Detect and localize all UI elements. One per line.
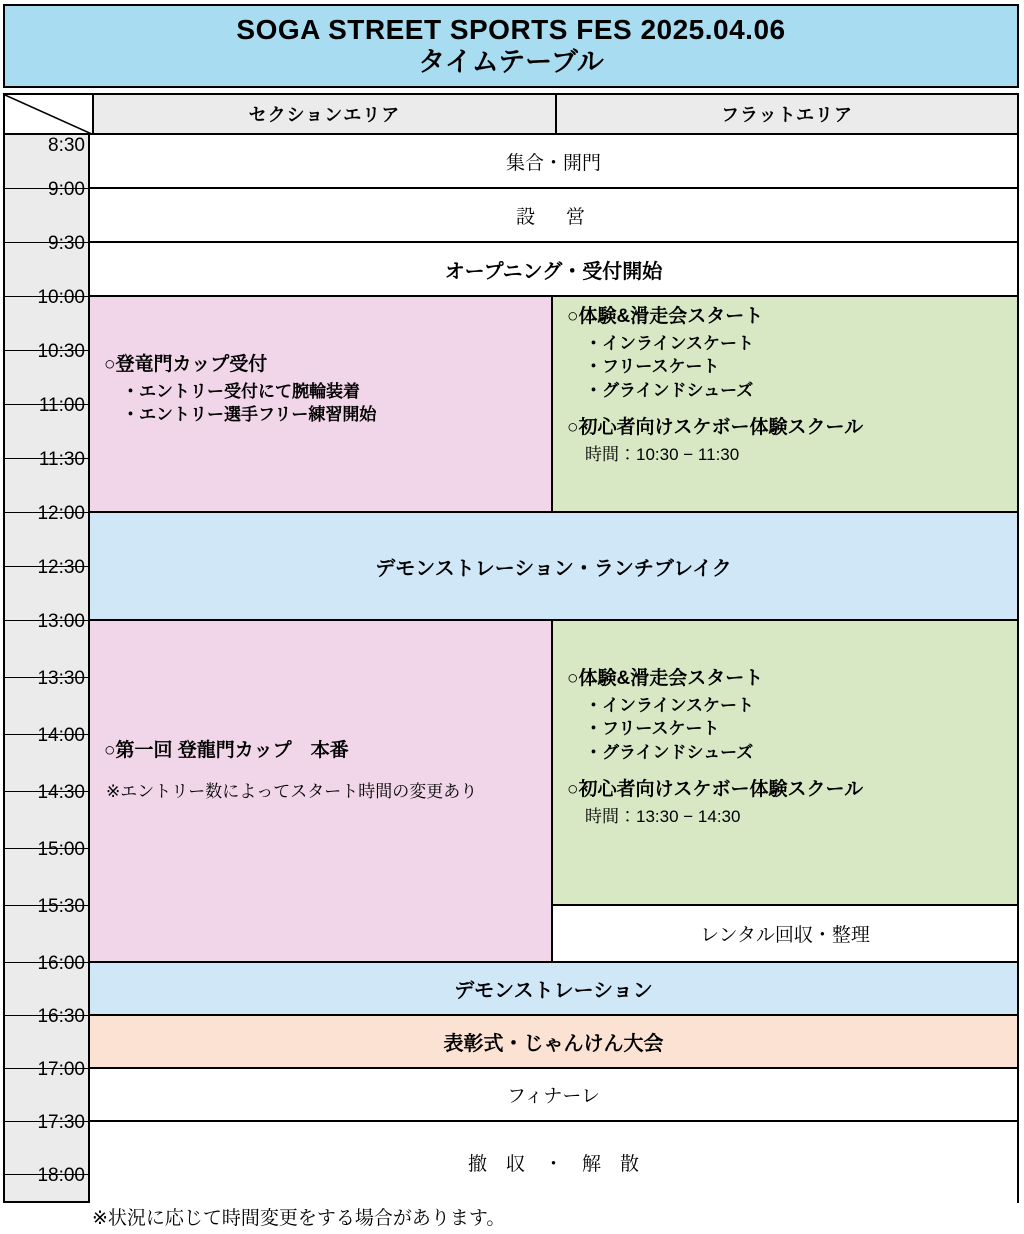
time-label: 15:30 (37, 896, 85, 917)
time-label: 16:30 (37, 1006, 85, 1027)
time-label: 13:00 (37, 611, 85, 632)
afternoon-section-heading: ○第一回 登龍門カップ 本番 (104, 740, 349, 761)
row-rental: レンタル回収・整理 (553, 906, 1017, 963)
morning-section-item: ・エントリー選手フリー練習開始 (122, 405, 377, 425)
time-label: 18:00 (37, 1165, 85, 1186)
time-label: 15:00 (37, 839, 85, 860)
row-teardown: 撤 収 ・ 解 散 (90, 1122, 1017, 1203)
time-slot (5, 1165, 90, 1203)
title-line-1: SOGA STREET SPORTS FES 2025.04.06 (236, 13, 786, 45)
morning-flat-heading-2: ○初心者向けスケボー体験スクール (567, 417, 864, 439)
spacer (567, 764, 1003, 778)
page-title (3, 4, 1019, 88)
time-label: 8:30 (48, 135, 85, 156)
diagonal-divider-icon (5, 95, 92, 134)
time-label: 10:30 (37, 341, 85, 362)
spacer (567, 402, 1003, 416)
row-demo: デモンストレーション (90, 963, 1017, 1016)
row-demo-lunch: デモンストレーション・ランチブレイク (90, 513, 1017, 621)
time-label: 12:00 (37, 503, 85, 524)
row-setup: 設 営 (90, 189, 1017, 243)
morning-section-heading: ○登竜門カップ受付 (104, 354, 268, 375)
time-label: 14:30 (37, 782, 85, 803)
afternoon-flat-item: ・フリースケート (585, 719, 720, 739)
time-label: 9:30 (48, 233, 85, 254)
time-column (5, 135, 90, 1201)
title-line-2: タイムテーブル (418, 46, 604, 77)
row-gather: 集合・開門 (90, 135, 1017, 189)
header-section-area: セクションエリア (94, 95, 557, 133)
time-label: 17:00 (37, 1059, 85, 1080)
block-morning-section (90, 297, 553, 513)
row-finale: フィナーレ (90, 1069, 1017, 1122)
timetable-grid (3, 135, 1019, 1203)
block-afternoon-section (90, 621, 553, 963)
afternoon-flat-heading-2: ○初心者向けスケボー体験スクール (567, 779, 864, 801)
afternoon-flat-item: ・インラインスケート (585, 695, 754, 715)
row-opening: オープニング・受付開始 (90, 243, 1017, 297)
morning-flat-detail-2: 時間：10:30 − 11:30 (585, 444, 740, 464)
afternoon-flat-item: ・グラインドシューズ (585, 742, 754, 762)
morning-flat-heading-1: ○体験&滑走会スタート (567, 306, 764, 327)
morning-flat-item: ・フリースケート (585, 357, 720, 377)
afternoon-flat-detail-2: 時間：13:30 − 14:30 (585, 806, 741, 826)
morning-flat-item: ・インラインスケート (585, 333, 754, 353)
footer-note: ※状況に応じて時間変更をする場合があります。 (92, 1208, 506, 1229)
schedule-content (90, 135, 1017, 1201)
afternoon-section-note: ※エントリー数によってスタート時間の変更あり (106, 781, 478, 801)
afternoon-flat-heading-1: ○体験&滑走会スタート (567, 668, 764, 689)
time-label: 16:00 (37, 953, 85, 974)
morning-section-item: ・エントリー受付にて腕輪装着 (122, 381, 360, 401)
time-label: 17:30 (37, 1112, 85, 1133)
block-morning-flat (553, 297, 1017, 513)
time-label: 11:30 (38, 449, 85, 470)
time-label: 11:00 (38, 395, 85, 416)
time-label: 12:30 (37, 557, 85, 578)
block-afternoon-flat (553, 621, 1017, 906)
table-header-row (3, 93, 1019, 135)
header-corner-cell (5, 95, 94, 133)
header-flat-area: フラットエリア (557, 95, 1017, 133)
row-award: 表彰式・じゃんけん大会 (90, 1016, 1017, 1069)
morning-flat-item: ・グラインドシューズ (585, 380, 754, 400)
time-label: 10:00 (37, 287, 85, 308)
time-label: 13:30 (37, 668, 85, 689)
time-label: 9:00 (48, 179, 85, 200)
time-label: 14:00 (37, 725, 85, 746)
